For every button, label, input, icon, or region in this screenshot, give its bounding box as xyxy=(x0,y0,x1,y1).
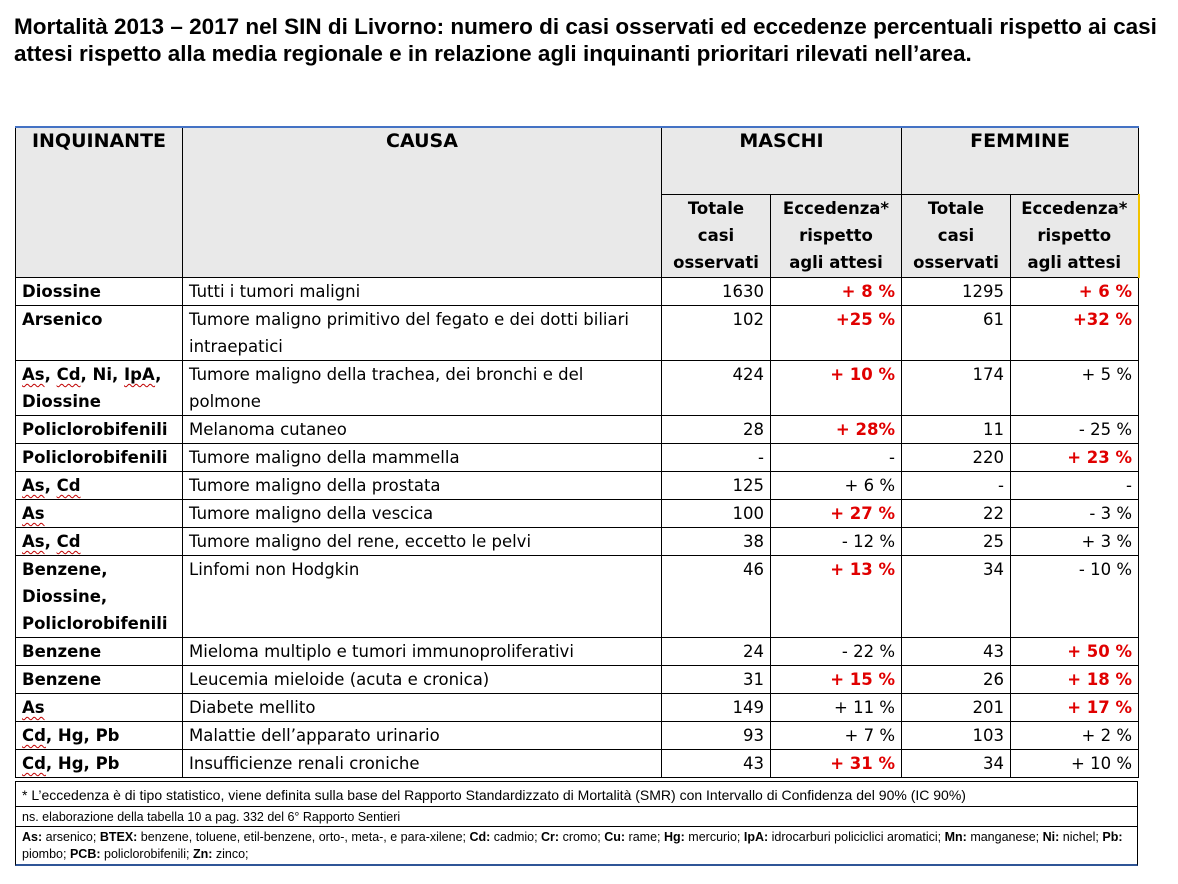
cell-maschi-eccedenza: + 13 % xyxy=(771,556,902,638)
header-causa: CAUSA xyxy=(183,127,662,278)
legend-text: zinco; xyxy=(212,847,249,861)
header-line: casi xyxy=(937,226,975,245)
inquinante-line: Policlorobifenili xyxy=(22,448,168,467)
legend-text: cromo; xyxy=(559,830,605,844)
header-maschi: MASCHI xyxy=(662,127,902,195)
header-line: Totale xyxy=(927,199,985,218)
cell-maschi-eccedenza: - 22 % xyxy=(771,638,902,666)
table-row xyxy=(16,750,1139,778)
cell-maschi-totale: 149 xyxy=(662,694,771,722)
cell-causa: Tumore maligno primitivo del fegato e dei dotti biliari intraepatici xyxy=(183,306,662,361)
legend-abbr: Pb: xyxy=(1102,830,1123,844)
cell-causa: Tumore maligno della prostata xyxy=(183,472,662,500)
cell-maschi-totale: 31 xyxy=(662,666,771,694)
footnote-asterisk: * L’eccedenza è di tipo statistico, viene definita sulla base del Rapporto Standardizzato di Mortalità (SMR) con Intervallo di Confidenza del 90% (IC 90%) xyxy=(15,781,1138,807)
inquinante-line: Benzene xyxy=(22,670,102,689)
page-title: Mortalità 2013 – 2017 nel SIN di Livorno: numero di casi osservati ed eccedenze percentuali rispetto ai casi attesi rispetto alla media regionale e in relazione agli inquinanti prioritari rilevati nell’area. xyxy=(14,14,1157,66)
cell-femmine-totale: 1295 xyxy=(902,278,1011,306)
cell-maschi-eccedenza: + 8 % xyxy=(771,278,902,306)
cell-maschi-totale: 1630 xyxy=(662,278,771,306)
footnote-source: ns. elaborazione della tabella 10 a pag. 332 del 6° Rapporto Sentieri xyxy=(15,806,1138,827)
header-femmine: FEMMINE xyxy=(902,127,1139,195)
cell-femmine-eccedenza: + 5 % xyxy=(1011,361,1139,416)
cell-maschi-eccedenza: + 6 % xyxy=(771,472,902,500)
legend-abbr: IpA: xyxy=(743,830,769,844)
cell-femmine-totale: 43 xyxy=(902,638,1011,666)
header-line: osservati xyxy=(673,253,759,272)
cell-maschi-totale: 102 xyxy=(662,306,771,361)
cell-maschi-totale: 24 xyxy=(662,638,771,666)
inquinante-line: Benzene xyxy=(22,642,102,661)
table-row xyxy=(16,278,1139,306)
legend-text: mercurio; xyxy=(684,830,744,844)
cell-causa: Tumore maligno della vescica xyxy=(183,500,662,528)
inquinante-line: As, Cd, Ni, IpA, xyxy=(22,365,162,384)
inquinante-line: Arsenico xyxy=(22,310,103,329)
cell-causa: Diabete mellito xyxy=(183,694,662,722)
header-line: rispetto xyxy=(1037,226,1112,245)
legend-text: manganese; xyxy=(966,830,1043,844)
cell-causa: Melanoma cutaneo xyxy=(183,416,662,444)
cell-femmine-totale: 34 xyxy=(902,556,1011,638)
cell-maschi-totale: 43 xyxy=(662,750,771,778)
table-row xyxy=(16,528,1139,556)
cell-femmine-eccedenza: + 50 % xyxy=(1011,638,1139,666)
cell-inquinante xyxy=(16,444,183,472)
table-row xyxy=(16,416,1139,444)
cell-maschi-eccedenza: - 12 % xyxy=(771,528,902,556)
legend-text: piombo; xyxy=(22,847,70,861)
cell-femmine-eccedenza: - xyxy=(1011,472,1139,500)
cell-maschi-eccedenza: +25 % xyxy=(771,306,902,361)
legend-abbr: BTEX: xyxy=(99,830,138,844)
inquinante-line: Cd, Hg, Pb xyxy=(22,726,120,745)
inquinante-line: Diossine, xyxy=(22,587,108,606)
cell-causa: Leucemia mieloide (acuta e cronica) xyxy=(183,666,662,694)
header-line: Eccedenza* xyxy=(782,199,890,218)
legend-abbr: Ni: xyxy=(1042,830,1060,844)
cell-maschi-totale: 100 xyxy=(662,500,771,528)
cell-maschi-totale: 46 xyxy=(662,556,771,638)
header-line: agli attesi xyxy=(1027,253,1122,272)
cell-maschi-totale: 424 xyxy=(662,361,771,416)
inquinante-line: Benzene, xyxy=(22,560,108,579)
header-line: agli attesi xyxy=(789,253,883,272)
mortality-table xyxy=(15,126,1140,778)
table-body xyxy=(16,278,1139,778)
table-row xyxy=(16,500,1139,528)
cell-inquinante xyxy=(16,556,183,638)
cell-causa: Insufficienze renali croniche xyxy=(183,750,662,778)
cell-femmine-totale: 25 xyxy=(902,528,1011,556)
inquinante-line: As xyxy=(22,698,45,717)
cell-maschi-eccedenza: + 11 % xyxy=(771,694,902,722)
cell-inquinante xyxy=(16,528,183,556)
table-row xyxy=(16,444,1139,472)
cell-inquinante xyxy=(16,750,183,778)
inquinante-line: Cd, Hg, Pb xyxy=(22,754,120,773)
cell-inquinante xyxy=(16,416,183,444)
header-femmine-eccedenza xyxy=(1011,195,1139,278)
cell-inquinante xyxy=(16,500,183,528)
header-maschi-totale xyxy=(662,195,771,278)
footnote-legend xyxy=(15,826,1138,866)
cell-maschi-totale: 38 xyxy=(662,528,771,556)
cell-inquinante xyxy=(16,638,183,666)
legend-abbr: Mn: xyxy=(944,830,967,844)
cell-maschi-eccedenza: + 15 % xyxy=(771,666,902,694)
legend-text: nichel; xyxy=(1059,830,1103,844)
header-line: Totale xyxy=(687,199,745,218)
cell-femmine-eccedenza: + 18 % xyxy=(1011,666,1139,694)
cell-femmine-totale: 61 xyxy=(902,306,1011,361)
legend-abbr: Cu: xyxy=(604,830,626,844)
legend-abbr: As: xyxy=(22,830,43,844)
cell-causa: Tumore maligno della trachea, dei bronchi e del polmone xyxy=(183,361,662,416)
cell-femmine-eccedenza: - 10 % xyxy=(1011,556,1139,638)
cell-femmine-totale: 220 xyxy=(902,444,1011,472)
table-row xyxy=(16,306,1139,361)
inquinante-line: As, Cd xyxy=(22,532,81,551)
table-row xyxy=(16,694,1139,722)
cell-femmine-eccedenza: + 23 % xyxy=(1011,444,1139,472)
cell-maschi-totale: 125 xyxy=(662,472,771,500)
cell-femmine-totale: 174 xyxy=(902,361,1011,416)
cell-maschi-eccedenza: + 31 % xyxy=(771,750,902,778)
cell-maschi-totale: 93 xyxy=(662,722,771,750)
cell-inquinante xyxy=(16,722,183,750)
header-maschi-eccedenza xyxy=(771,195,902,278)
cell-femmine-totale: 201 xyxy=(902,694,1011,722)
legend-abbr: PCB: xyxy=(69,847,101,861)
cell-causa: Malattie dell’apparato urinario xyxy=(183,722,662,750)
legend-text: cadmio; xyxy=(490,830,542,844)
table-row xyxy=(16,666,1139,694)
inquinante-line: As xyxy=(22,504,45,523)
cell-femmine-eccedenza: + 10 % xyxy=(1011,750,1139,778)
cell-inquinante xyxy=(16,472,183,500)
header-femmine-totale xyxy=(902,195,1011,278)
header-line: osservati xyxy=(913,253,999,272)
cell-femmine-eccedenza: +32 % xyxy=(1011,306,1139,361)
cell-femmine-totale: 34 xyxy=(902,750,1011,778)
legend-abbr: Cd: xyxy=(469,830,491,844)
cell-causa: Tumore maligno del rene, eccetto le pelvi xyxy=(183,528,662,556)
legend-abbr: Hg: xyxy=(663,830,685,844)
cell-inquinante xyxy=(16,361,183,416)
table-row xyxy=(16,472,1139,500)
inquinante-line: Policlorobifenili xyxy=(22,420,168,439)
cell-femmine-totale: 11 xyxy=(902,416,1011,444)
table-row xyxy=(16,638,1139,666)
cell-femmine-eccedenza: + 3 % xyxy=(1011,528,1139,556)
cell-causa: Tumore maligno della mammella xyxy=(183,444,662,472)
inquinante-line: As, Cd xyxy=(22,476,81,495)
cell-maschi-eccedenza: + 28% xyxy=(771,416,902,444)
header-line: Eccedenza* xyxy=(1021,199,1128,218)
cell-maschi-eccedenza: + 10 % xyxy=(771,361,902,416)
header-line: rispetto xyxy=(799,226,873,245)
legend-abbr: Zn: xyxy=(192,847,213,861)
table-row xyxy=(16,722,1139,750)
header-inquinante: INQUINANTE xyxy=(16,127,183,278)
cell-inquinante xyxy=(16,278,183,306)
inquinante-line: Diossine xyxy=(22,282,101,301)
legend-text: arsenico; xyxy=(42,830,100,844)
cell-femmine-eccedenza: + 2 % xyxy=(1011,722,1139,750)
legend-text: policlorobifenili; xyxy=(100,847,193,861)
table-row xyxy=(16,556,1139,638)
header-line: casi xyxy=(697,226,735,245)
inquinante-line: Policlorobifenili xyxy=(22,614,168,633)
cell-causa: Tutti i tumori maligni xyxy=(183,278,662,306)
cell-femmine-eccedenza: - 3 % xyxy=(1011,500,1139,528)
legend-text: benzene, toluene, etil-benzene, orto-, meta-, e para-xilene; xyxy=(137,830,470,844)
cell-maschi-eccedenza: - xyxy=(771,444,902,472)
cell-maschi-eccedenza: + 27 % xyxy=(771,500,902,528)
cell-femmine-eccedenza: - 25 % xyxy=(1011,416,1139,444)
cell-femmine-eccedenza: + 17 % xyxy=(1011,694,1139,722)
cell-causa: Mieloma multiplo e tumori immunoproliferativi xyxy=(183,638,662,666)
cell-femmine-totale: 26 xyxy=(902,666,1011,694)
cell-inquinante xyxy=(16,306,183,361)
legend-abbr: Cr: xyxy=(541,830,560,844)
cell-femmine-totale: 103 xyxy=(902,722,1011,750)
cell-causa: Linfomi non Hodgkin xyxy=(183,556,662,638)
legend-text: rame; xyxy=(625,830,664,844)
cell-maschi-totale: - xyxy=(662,444,771,472)
legend-text: idrocarburi policiclici aromatici; xyxy=(768,830,945,844)
cell-maschi-eccedenza: + 7 % xyxy=(771,722,902,750)
cell-inquinante xyxy=(16,666,183,694)
inquinante-line: Diossine xyxy=(22,392,101,411)
cell-femmine-totale: 22 xyxy=(902,500,1011,528)
cell-femmine-eccedenza: + 6 % xyxy=(1011,278,1139,306)
cell-maschi-totale: 28 xyxy=(662,416,771,444)
cell-femmine-totale: - xyxy=(902,472,1011,500)
cell-inquinante xyxy=(16,694,183,722)
table-row xyxy=(16,361,1139,416)
